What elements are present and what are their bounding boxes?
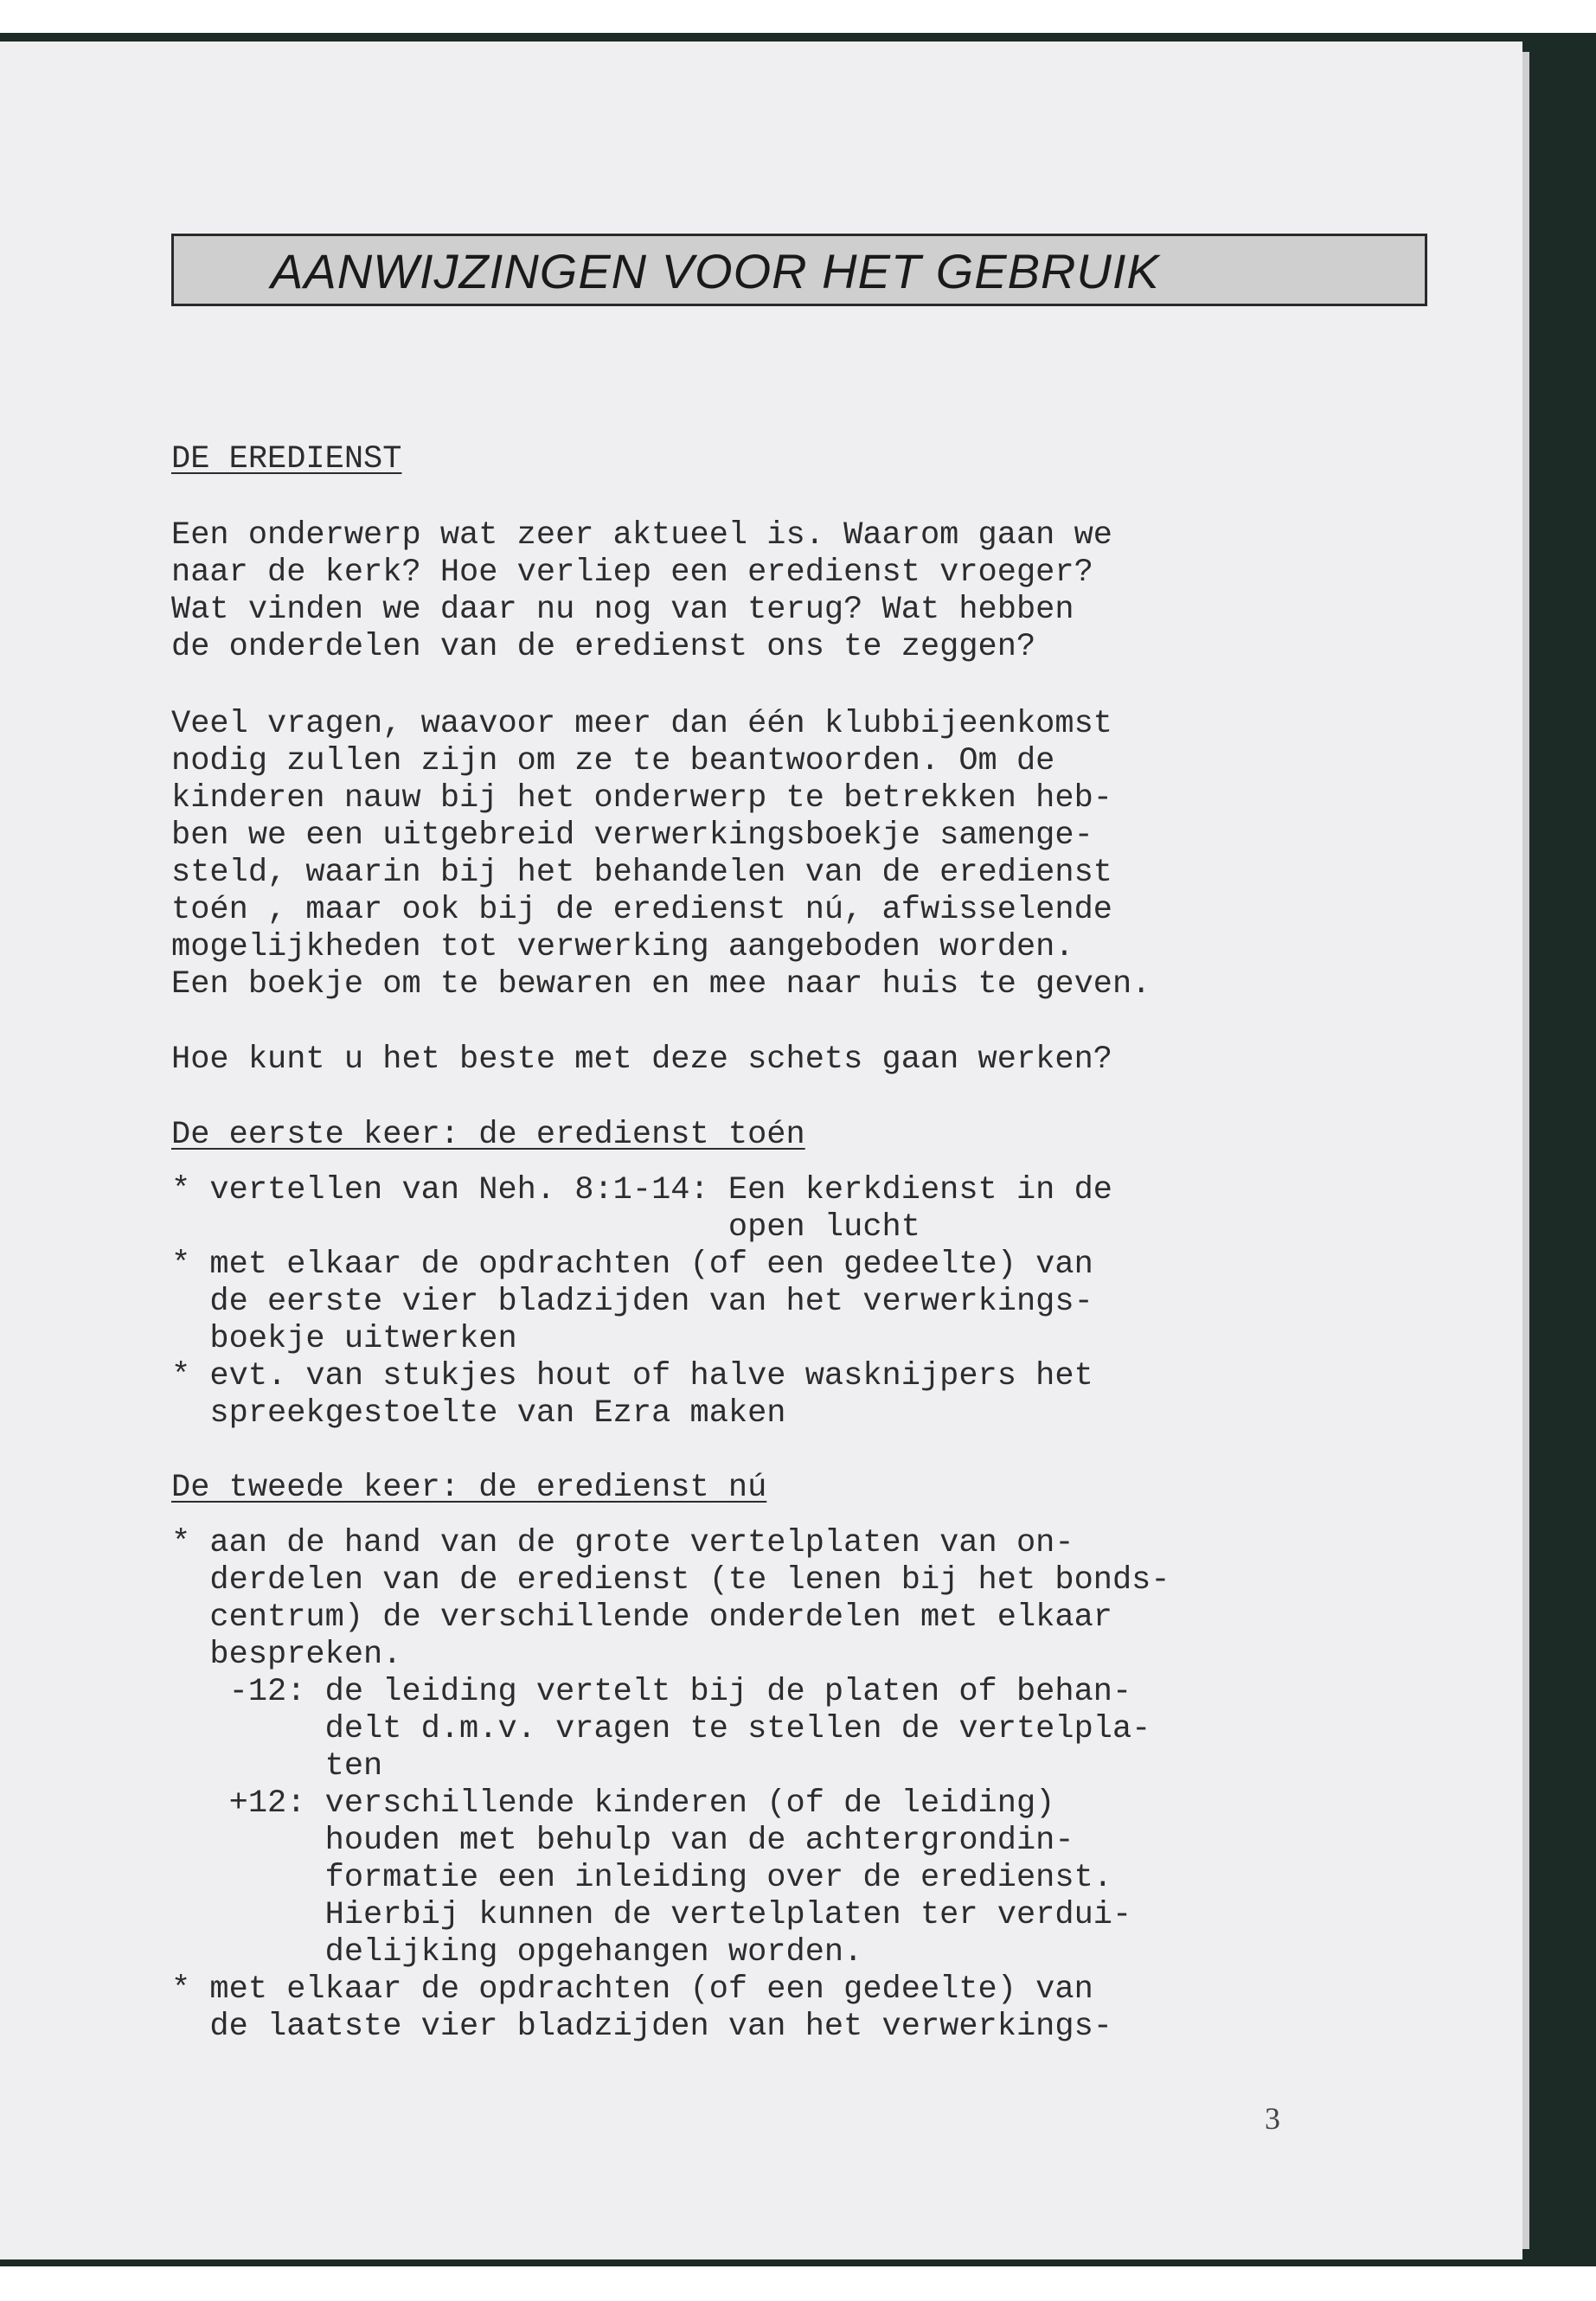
second-line-8: +12: verschillende kinderen (of de leiding) [171, 1785, 1055, 1822]
para2-line-5: steld, waarin bij het behandelen van de eredienst [171, 855, 1112, 891]
para2-line-3: kinderen nauw bij het onderwerp te betrekken heb- [171, 780, 1112, 817]
first-line-7: spreekgestoelte van Ezra maken [171, 1395, 786, 1432]
first-line-5: boekje uitwerken [171, 1321, 517, 1357]
page-title: AANWIJZINGEN VOOR HET GEBRUIK [271, 244, 1160, 298]
intro-line-1: Een onderwerp wat zeer aktueel is. Waarom gaan we [171, 517, 1112, 554]
second-line-5: -12: de leiding vertelt bij de platen of behan- [171, 1674, 1132, 1710]
second-line-7: ten [171, 1748, 383, 1785]
intro-line-3: Wat vinden we daar nu nog van terug? Wat hebben [171, 592, 1074, 628]
section-heading: DE EREDIENST [171, 441, 402, 478]
second-line-3: centrum) de verschillende onderdelen met elkaar [171, 1599, 1112, 1636]
para2-line-8: Een boekje om te bewaren en mee naar huis te geven. [171, 966, 1151, 1003]
para2-line-1: Veel vragen, waavoor meer dan één klubbijeenkomst [171, 706, 1112, 742]
second-line-12: delijking opgehangen worden. [171, 1934, 863, 1971]
second-line-11: Hierbij kunnen de vertelplaten ter verdui- [171, 1897, 1132, 1933]
para2-line-2: nodig zullen zijn om ze te beantwoorden. Om de [171, 743, 1055, 779]
second-line-1: * aan de hand van de grote vertelplaten van on- [171, 1525, 1074, 1561]
para2-line-7: mogelijkheden tot verwerking aangeboden worden. [171, 929, 1074, 965]
second-line-10: formatie een inleiding over de eredienst. [171, 1860, 1112, 1896]
page-edge [1522, 52, 1529, 2249]
question-line: Hoe kunt u het beste met deze schets gaan werken? [171, 1042, 1112, 1078]
intro-line-2: naar de kerk? Hoe verliep een eredienst vroeger? [171, 554, 1093, 591]
title-banner [171, 234, 1427, 306]
page-number: 3 [1265, 2101, 1280, 2136]
para2-line-6: toén , maar ook bij de eredienst nú, afwisselende [171, 892, 1112, 928]
second-line-4: bespreken. [171, 1637, 402, 1673]
first-line-1: * vertellen van Neh. 8:1-14: Een kerkdienst in de [171, 1172, 1112, 1208]
intro-line-4: de onderdelen van de eredienst ons te zeggen? [171, 629, 1036, 665]
second-line-6: delt d.m.v. vragen te stellen de vertelpla- [171, 1711, 1151, 1747]
first-line-4: de eerste vier bladzijden van het verwerkings- [171, 1284, 1093, 1320]
second-session-heading: De tweede keer: de eredienst nú [171, 1470, 767, 1506]
first-line-2: open lucht [171, 1209, 920, 1246]
second-line-2: derdelen van de eredienst (te lenen bij het bonds- [171, 1562, 1170, 1599]
first-session-heading: De eerste keer: de eredienst toén [171, 1117, 805, 1153]
second-line-13: * met elkaar de opdrachten (of een gedeelte) van [171, 1971, 1093, 2008]
para2-line-4: ben we een uitgebreid verwerkingsboekje samenge- [171, 817, 1093, 854]
first-line-3: * met elkaar de opdrachten (of een gedeelte) van [171, 1247, 1093, 1283]
second-line-14: de laatste vier bladzijden van het verwerkings- [171, 2009, 1112, 2045]
first-line-6: * evt. van stukjes hout of halve wasknijpers het [171, 1358, 1093, 1394]
second-line-9: houden met behulp van de achtergrondin- [171, 1823, 1074, 1859]
